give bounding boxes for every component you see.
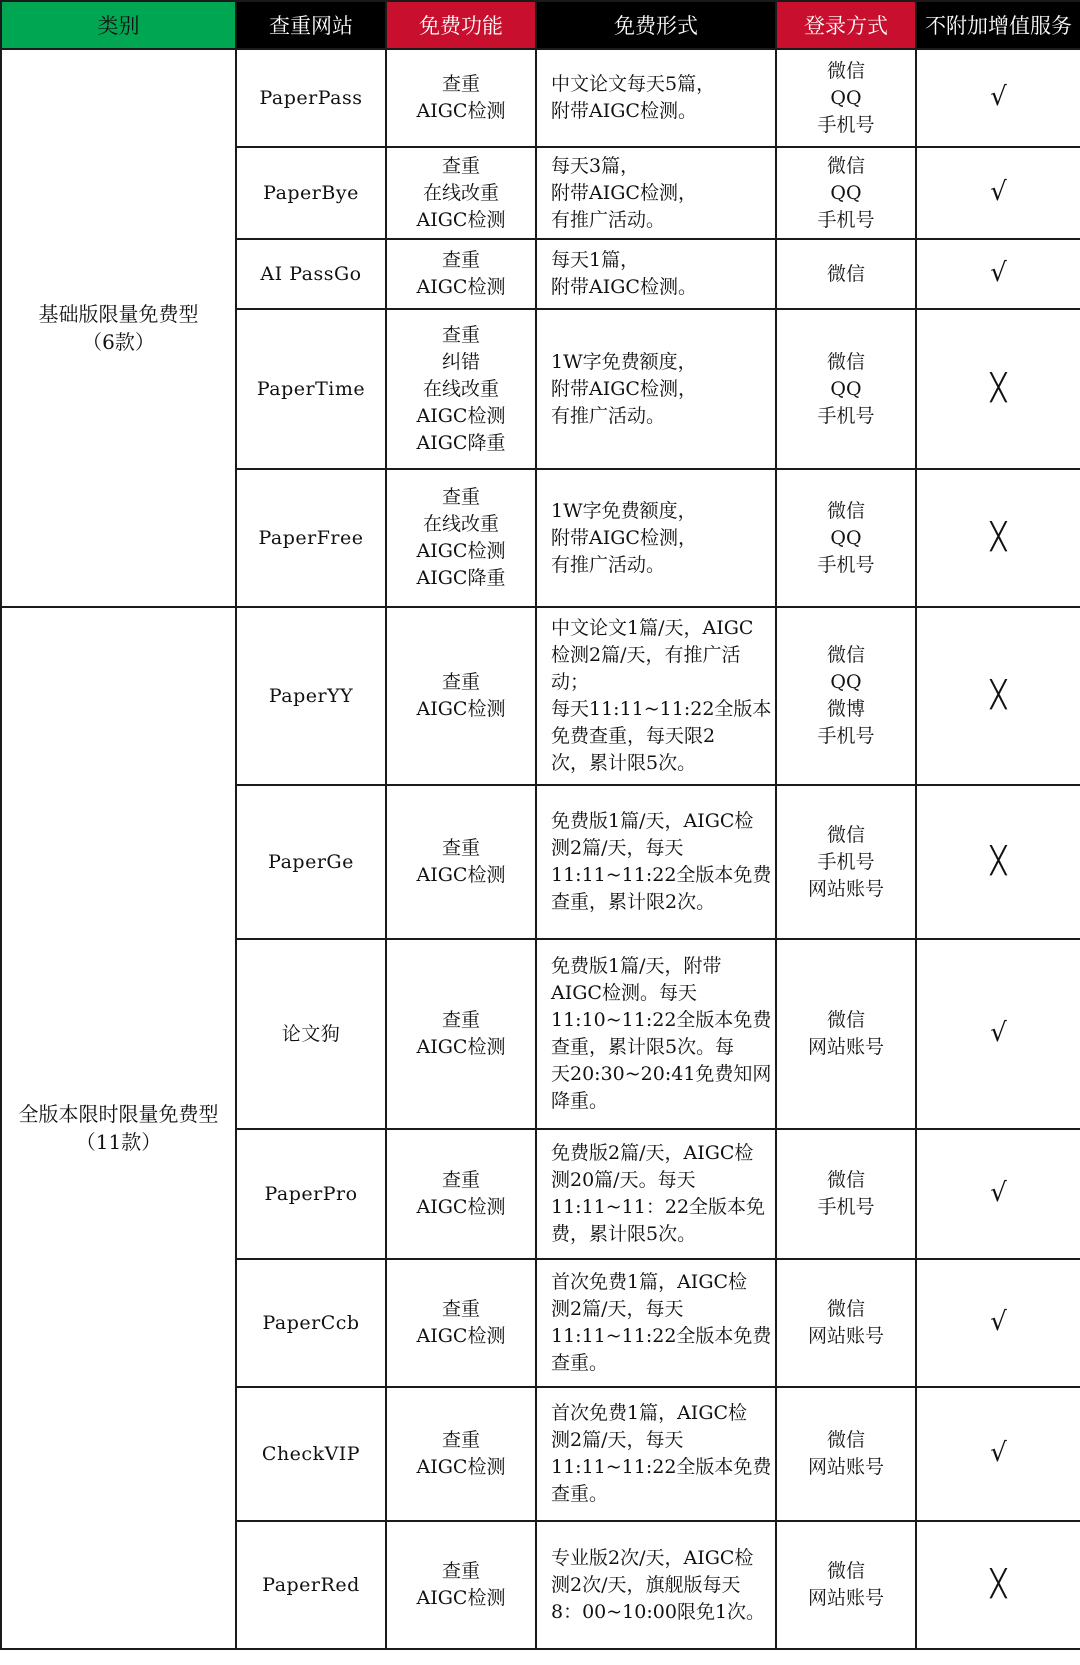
free-form-line: 免费查重，每天限2 [551, 725, 716, 747]
login-method: QQ [830, 377, 862, 400]
site-name-cell: AI PassGo [236, 239, 386, 309]
free-form-cell [536, 147, 776, 239]
free-form-line: 测2篇/天，每天 [551, 1429, 684, 1451]
free-form-cell [536, 309, 776, 469]
login-cell [776, 1387, 916, 1521]
login-method: 手机号 [817, 553, 875, 576]
no-addon-cell [916, 785, 1080, 939]
free-form-line: 测2次/天，旗舰版每天 [551, 1573, 741, 1596]
feature-item: AIGC检测 [416, 1456, 506, 1478]
free-form-line: 专业版2次/天，AIGC检 [551, 1546, 754, 1569]
login-cell [776, 469, 916, 607]
free-form-cell [536, 607, 776, 785]
free-form-line: 测20篇/天。每天 [551, 1169, 696, 1191]
free-form-line: 1W字免费额度， [551, 350, 697, 373]
free-form-line: 降重。 [551, 1090, 609, 1112]
feature-item: AIGC检测 [416, 1036, 506, 1058]
free-form-cell [536, 785, 776, 939]
free-form-line: 有推广活动。 [551, 208, 666, 231]
login-cell [776, 939, 916, 1129]
feature-item: 查重 [441, 1560, 480, 1582]
login-method: 手机号 [817, 404, 875, 427]
login-cell [776, 1259, 916, 1387]
free-form-line: 查重。 [551, 1483, 609, 1505]
login-method: QQ [830, 671, 862, 693]
site-name-cell: PaperTime [236, 309, 386, 469]
header-site: 查重网站 [236, 1, 386, 49]
login-method: 微信 [826, 350, 865, 373]
check-mark-icon: √ [990, 1306, 1007, 1337]
login-method: 微信 [826, 59, 865, 82]
login-method: 微信 [826, 154, 865, 177]
free-form-line: 有推广活动。 [551, 404, 666, 427]
free-form-line: 11:11~11：22全版本免 [551, 1196, 766, 1218]
site-name-cell: PaperYY [236, 607, 386, 785]
login-method: 手机号 [817, 208, 875, 231]
feature-item: AIGC检测 [416, 1587, 506, 1609]
free-form-cell [536, 239, 776, 309]
free-form-line: 首次免费1篇，AIGC检 [551, 1402, 748, 1424]
header-form: 免费形式 [536, 1, 776, 49]
free-form-line: 11:11~11:22全版本免费 [551, 864, 772, 886]
check-mark-icon: √ [990, 81, 1007, 112]
cross-mark-icon: ╳ [990, 1568, 1007, 1599]
login-method: 网站账号 [807, 877, 884, 900]
free-form-line: 查重，累计限2次。 [551, 891, 716, 913]
login-method: 网站账号 [807, 1325, 884, 1347]
free-form-line: 8：00~10:00限免1次。 [551, 1600, 766, 1623]
login-method: 微信 [826, 1169, 865, 1191]
login-cell [776, 49, 916, 147]
check-mark-icon: √ [990, 1177, 1007, 1208]
free-form-line: 附带AIGC检测， [551, 377, 697, 400]
login-method: 微信 [826, 1560, 865, 1582]
features-cell [386, 469, 536, 607]
cross-mark-icon: ╳ [990, 679, 1007, 710]
cross-mark-icon: ╳ [990, 845, 1007, 876]
free-form-line: 附带AIGC检测， [551, 181, 697, 204]
login-method: 微信 [826, 644, 865, 666]
free-form-cell [536, 1387, 776, 1521]
category-name: 基础版限量免费型 [38, 302, 199, 326]
feature-item: AIGC检测 [416, 208, 506, 231]
free-form-cell [536, 469, 776, 607]
free-form-line: 11:10~11:22全版本免费 [551, 1009, 772, 1031]
feature-item: 在线改重 [422, 181, 499, 204]
free-form-cell [536, 49, 776, 147]
free-form-line: 查重。 [551, 1352, 609, 1374]
features-cell [386, 309, 536, 469]
table-row [1, 49, 1080, 147]
features-cell [386, 607, 536, 785]
table-row [1, 607, 1080, 785]
feature-item: 查重 [441, 1298, 480, 1320]
free-form-line: 每天3篇， [551, 154, 640, 177]
feature-item: AIGC降重 [416, 431, 506, 454]
features-cell [386, 1387, 536, 1521]
feature-item: AIGC检测 [416, 276, 506, 298]
table-body [1, 49, 1080, 1649]
feature-item: 查重 [441, 249, 480, 271]
feature-item: AIGC检测 [416, 1196, 506, 1218]
feature-item: AIGC降重 [416, 567, 506, 589]
login-method: 网站账号 [807, 1456, 884, 1478]
free-form-line: 费，累计限5次。 [551, 1223, 697, 1245]
login-cell [776, 1129, 916, 1259]
site-name-cell: CheckVIP [236, 1387, 386, 1521]
login-method: 微信 [826, 262, 865, 285]
feature-item: AIGC检测 [416, 404, 506, 427]
site-name-cell: PaperCcb [236, 1259, 386, 1387]
check-mark-icon: √ [990, 176, 1007, 207]
feature-item: 查重 [441, 73, 480, 95]
login-method: 微信 [826, 1429, 865, 1451]
site-name-cell: 论文狗 [236, 939, 386, 1129]
feature-item: AIGC检测 [416, 100, 506, 122]
login-cell [776, 785, 916, 939]
login-method: 微信 [826, 1298, 865, 1320]
no-addon-cell [916, 49, 1080, 147]
login-method: QQ [830, 86, 862, 109]
header-no-addon: 不附加增值服务 [916, 1, 1080, 49]
features-cell [386, 1521, 536, 1649]
features-cell [386, 1129, 536, 1259]
login-cell [776, 607, 916, 785]
free-form-line: 次，累计限5次。 [551, 752, 697, 774]
free-form-line: 有推广活动。 [551, 553, 666, 576]
login-method: 微信 [826, 823, 865, 846]
login-method: 手机号 [817, 725, 875, 747]
no-addon-cell [916, 469, 1080, 607]
feature-item: 查重 [441, 154, 480, 177]
no-addon-cell [916, 1521, 1080, 1649]
site-name-cell: PaperPro [236, 1129, 386, 1259]
free-form-line: 附带AIGC检测， [551, 526, 697, 549]
free-form-line: 动； [551, 671, 590, 693]
free-form-line: AIGC检测。每天 [551, 982, 697, 1004]
feature-item: 查重 [441, 1009, 480, 1031]
free-form-line: 11:11~11:22全版本免费 [551, 1325, 772, 1347]
feature-item: 查重 [441, 1429, 480, 1451]
login-cell [776, 1521, 916, 1649]
free-form-line: 中文论文1篇/天，AIGC [551, 617, 754, 639]
free-form-line: 天20:30~20:41免费知网 [551, 1063, 772, 1085]
no-addon-cell [916, 1387, 1080, 1521]
free-form-line: 检测2篇/天，有推广活 [551, 644, 741, 666]
login-method: 手机号 [817, 850, 875, 873]
free-form-line: 查重，累计限5次。每 [551, 1036, 735, 1058]
login-method: 网站账号 [807, 1587, 884, 1609]
free-form-line: 免费版1篇/天，AIGC检 [551, 810, 754, 832]
login-cell [776, 309, 916, 469]
free-form-line: 附带AIGC检测。 [551, 276, 697, 298]
free-form-cell [536, 1129, 776, 1259]
category-cell [1, 607, 236, 1649]
features-cell [386, 939, 536, 1129]
no-addon-cell [916, 607, 1080, 785]
category-cell [1, 49, 236, 607]
header-row [1, 1, 1080, 49]
no-addon-cell [916, 239, 1080, 309]
no-addon-cell [916, 147, 1080, 239]
feature-item: AIGC检测 [416, 540, 506, 562]
free-form-line: 测2篇/天，每天 [551, 1298, 684, 1320]
category-name: 全版本限时限量免费型 [18, 1102, 219, 1126]
free-form-line: 11:11~11:22全版本免费 [551, 1456, 772, 1478]
cross-mark-icon: ╳ [990, 372, 1007, 403]
login-method: 手机号 [817, 113, 875, 136]
site-name-cell: PaperFree [236, 469, 386, 607]
feature-item: 在线改重 [422, 513, 499, 535]
no-addon-cell [916, 309, 1080, 469]
features-cell [386, 1259, 536, 1387]
category-count: （11款） [75, 1130, 162, 1154]
free-form-cell [536, 1259, 776, 1387]
free-form-line: 首次免费1篇，AIGC检 [551, 1271, 748, 1293]
features-cell [386, 49, 536, 147]
feature-item: 查重 [441, 837, 480, 859]
feature-item: AIGC检测 [416, 1325, 506, 1347]
login-method: 网站账号 [807, 1036, 884, 1058]
login-method: QQ [830, 181, 862, 204]
site-name-cell: PaperPass [236, 49, 386, 147]
free-form-line: 中文论文每天5篇， [551, 73, 716, 95]
feature-item: AIGC检测 [416, 698, 506, 720]
free-form-line: 免费版2篇/天，AIGC检 [551, 1142, 754, 1164]
header-features: 免费功能 [386, 1, 536, 49]
login-cell [776, 147, 916, 239]
login-method: 微信 [826, 1009, 865, 1031]
category-count: （6款） [82, 330, 155, 354]
feature-item: AIGC检测 [416, 864, 506, 886]
features-cell [386, 147, 536, 239]
login-method: 手机号 [817, 1196, 875, 1218]
features-cell [386, 239, 536, 309]
feature-item: 查重 [441, 486, 480, 508]
free-form-line: 免费版1篇/天，附带 [551, 955, 722, 977]
login-method: 微信 [826, 499, 865, 522]
login-method: QQ [830, 526, 862, 549]
free-form-line: 附带AIGC检测。 [551, 100, 697, 122]
feature-item: 查重 [441, 323, 480, 346]
header-category: 类别 [1, 1, 236, 49]
check-mark-icon: √ [990, 257, 1007, 288]
check-mark-icon: √ [990, 1437, 1007, 1468]
site-name-cell: PaperBye [236, 147, 386, 239]
free-form-line: 1W字免费额度， [551, 499, 697, 522]
no-addon-cell [916, 939, 1080, 1129]
free-form-cell [536, 1521, 776, 1649]
site-name-cell: PaperRed [236, 1521, 386, 1649]
cross-mark-icon: ╳ [990, 521, 1007, 552]
free-form-cell [536, 939, 776, 1129]
no-addon-cell [916, 1129, 1080, 1259]
feature-item: 在线改重 [422, 377, 499, 400]
free-form-line: 测2篇/天，每天 [551, 837, 684, 859]
feature-item: 查重 [441, 671, 480, 693]
login-method: 微博 [826, 698, 865, 720]
free-form-line: 每天1篇， [551, 249, 640, 271]
feature-item: 纠错 [441, 350, 480, 373]
site-name-cell: PaperGe [236, 785, 386, 939]
free-form-line: 每天11:11~11:22全版本 [551, 698, 772, 720]
features-cell [386, 785, 536, 939]
no-addon-cell [916, 1259, 1080, 1387]
header-login: 登录方式 [776, 1, 916, 49]
login-cell [776, 239, 916, 309]
feature-item: 查重 [441, 1169, 480, 1191]
check-mark-icon: √ [990, 1017, 1007, 1048]
